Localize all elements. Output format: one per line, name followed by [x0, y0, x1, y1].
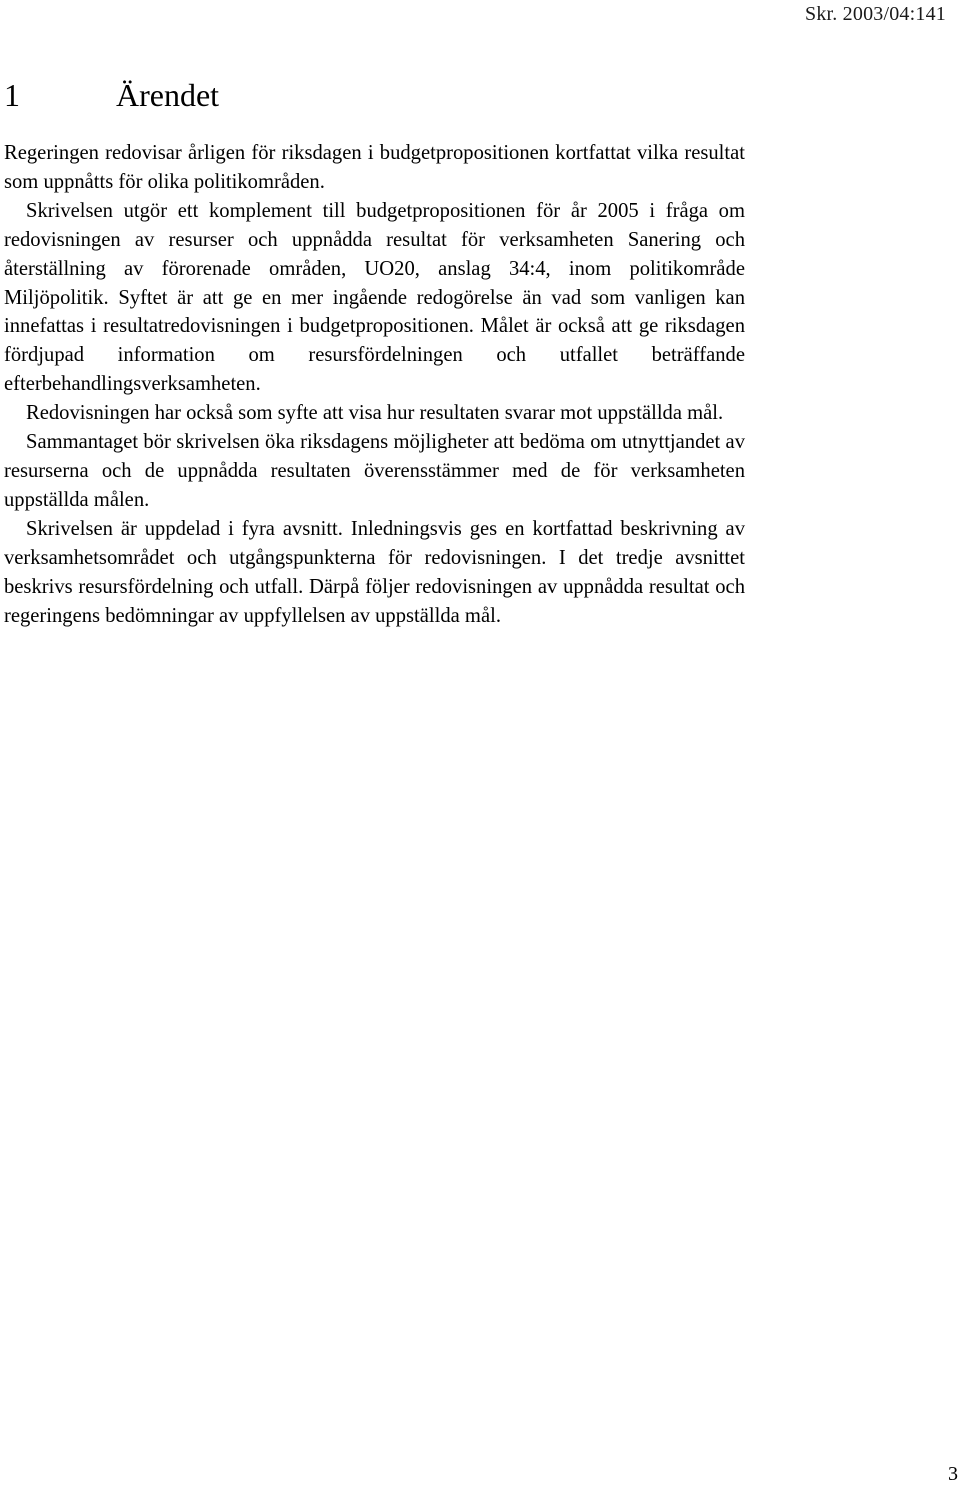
- section-title: Ärendet: [116, 77, 220, 113]
- paragraph-3: Redovisningen har också som syfte att visa hur resultaten svarar mot uppställda mål.: [26, 402, 724, 425]
- paragraph-5: Skrivelsen är uppdelad i fyra avsnitt. Inledningsvis ges en kortfattad beskrivning av verksamhetsområdet och utgångspunkterna för redovisningen. I det tredje avsnittet beskrivs resursfördelning och utfall. Därpå följer redovisningen av uppnådda resultat och regeringens bedömningar av uppfyllelsen av uppställda mål.: [4, 517, 745, 627]
- paragraph-1: Regeringen redovisar årligen för riksdagen i budgetpropositionen kortfattat vilka resultat som uppnåtts för olika politikområden.: [4, 142, 745, 193]
- body-text: [4, 139, 745, 630]
- running-header-reference: Skr. 2003/04:141: [805, 3, 946, 25]
- page-number: 3: [948, 1463, 958, 1485]
- section-heading: [4, 74, 219, 116]
- section-number: 1: [4, 77, 20, 113]
- paragraph-2: Skrivelsen utgör ett komplement till budgetpropositionen för år 2005 i fråga om redovisningen av resurser och uppnådda resultat för verksamheten Sanering och återställning av förorenade områden, UO20, anslag 34:4, inom politikområde Miljöpolitik. Syftet är att ge en mer ingående redogörelse än vad som vanligen kan innefattas i resultatredovisningen i budgetpropositionen. Målet är också att ge riksdagen fördjupad information om resursfördelningen och utfallet beträffande efterbehandlingsverksamheten.: [4, 199, 745, 396]
- paragraph-4: Sammantaget bör skrivelsen öka riksdagens möjligheter att bedöma om utnyttjandet av resurserna och de uppnådda resultaten överensstämmer med de för verksamheten uppställda målen.: [4, 431, 745, 511]
